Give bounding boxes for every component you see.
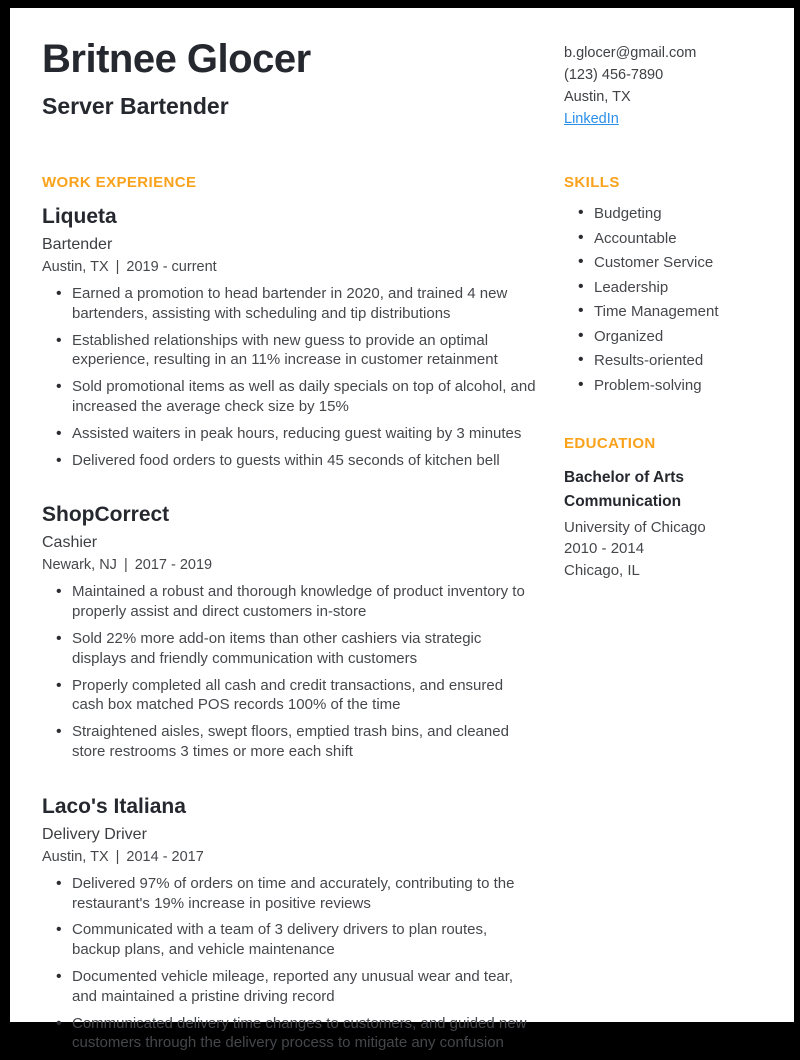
job-entry-shopcorrect [42, 503, 538, 761]
job-location: Austin, TX [42, 848, 109, 865]
education-dates: 2010 - 2014 [564, 540, 645, 557]
meta-separator: | [115, 259, 120, 275]
job-bullet: • Communicated with a team of 3 delivery drivers to plan routes, backup plans, and vehicle maintenance [56, 920, 538, 960]
job-company: Liqueta [42, 205, 117, 228]
contact-email: b.glocer@gmail.com [564, 45, 697, 61]
job-bullet: • Maintained a robust and thorough knowledge of product inventory to properly assist and direct customers in-store [56, 582, 538, 622]
meta-separator: | [115, 848, 120, 865]
job-dates: 2017 - 2019 [134, 557, 213, 574]
skill-item: • Customer Service [578, 254, 737, 271]
skill-item: • Leadership [578, 279, 737, 296]
education-section [564, 435, 737, 582]
education-major: Communication [564, 492, 682, 510]
job-meta [42, 557, 538, 573]
education-school: University of Chicago [564, 518, 706, 536]
job-bullet: • Properly completed all cash and credit transactions, and ensured cash box matched POS records 100% of the time [56, 676, 538, 716]
contact-info [564, 38, 737, 130]
skill-item: • Organized [578, 328, 737, 345]
skill-item: • Budgeting [578, 205, 737, 222]
skills-heading: SKILLS [564, 174, 620, 191]
job-bullet: • Communicated delivery time changes to customers, and guided new customers through the delivery process to mitigate any confusion [56, 1014, 538, 1054]
skill-list [564, 205, 737, 394]
job-role: Cashier [42, 534, 98, 552]
job-meta [42, 849, 538, 865]
job-entry-lacos-italiana [42, 795, 538, 1053]
job-bullet: • Sold promotional items as well as daily specials on top of alcohol, and increased the average check size by 15% [56, 377, 538, 417]
job-bullet: • Delivered food orders to guests within 45 seconds of kitchen bell [56, 451, 538, 471]
job-bullet: • Straightened aisles, swept floors, emptied trash bins, and cleaned store restrooms 3 times or more each shift [56, 722, 538, 762]
skills-section [564, 174, 737, 394]
education-location: Chicago, IL [564, 561, 640, 579]
job-bullet: • Documented vehicle mileage, reported any unusual wear and tear, and maintained a pristine driving record [56, 967, 538, 1007]
person-name: Britnee Glocer [42, 37, 311, 81]
identity-block [42, 38, 311, 120]
contact-location: Austin, TX [564, 89, 631, 105]
job-entry-liqueta [42, 205, 538, 470]
job-dates: 2019 - current [126, 259, 217, 275]
person-job-title: Server Bartender [42, 93, 229, 119]
job-bullet: • Established relationships with new guess to provide an optimal experience, resulting in an 11% increase in customer retainment [56, 331, 538, 371]
job-bullet-list [42, 284, 538, 470]
job-role: Bartender [42, 236, 113, 253]
contact-phone: (123) 456-7890 [564, 67, 664, 83]
resume-header [42, 38, 737, 130]
skill-item: • Problem-solving [578, 377, 737, 394]
skill-item: • Time Management [578, 303, 737, 320]
work-experience-heading: WORK EXPERIENCE [42, 174, 197, 191]
resume-page [10, 8, 794, 1052]
job-bullet: • Assisted waiters in peak hours, reducing guest waiting by 3 minutes [56, 424, 538, 444]
education-heading: EDUCATION [564, 434, 656, 452]
sidebar [564, 174, 737, 1060]
job-bullet-list [42, 874, 538, 1053]
job-role: Delivery Driver [42, 825, 147, 843]
job-bullet: • Sold 22% more add-on items than other cashiers via strategic displays and friendly communication with customers [56, 629, 538, 669]
meta-separator: | [123, 557, 128, 574]
job-bullet-list [42, 582, 538, 761]
skill-item: • Accountable [578, 230, 737, 247]
job-dates: 2014 - 2017 [126, 848, 204, 865]
job-location: Austin, TX [42, 259, 109, 275]
job-meta [42, 259, 538, 275]
job-company: Laco's Italiana [42, 794, 186, 818]
job-bullet: • Delivered 97% of orders on time and accurately, contributing to the restaurant's 19% increase in positive reviews [56, 874, 538, 914]
education-degree: Bachelor of Arts [564, 468, 685, 486]
work-experience-section [42, 174, 538, 1060]
content-columns [42, 174, 737, 1060]
skill-item: • Results-oriented [578, 352, 737, 369]
linkedin-link[interactable]: LinkedIn [564, 111, 619, 127]
job-company: ShopCorrect [42, 503, 170, 527]
job-bullet: • Earned a promotion to head bartender in 2020, and trained 4 new bartenders, assisting with scheduling and tip distributions [56, 284, 538, 324]
job-location: Newark, NJ [42, 557, 117, 574]
